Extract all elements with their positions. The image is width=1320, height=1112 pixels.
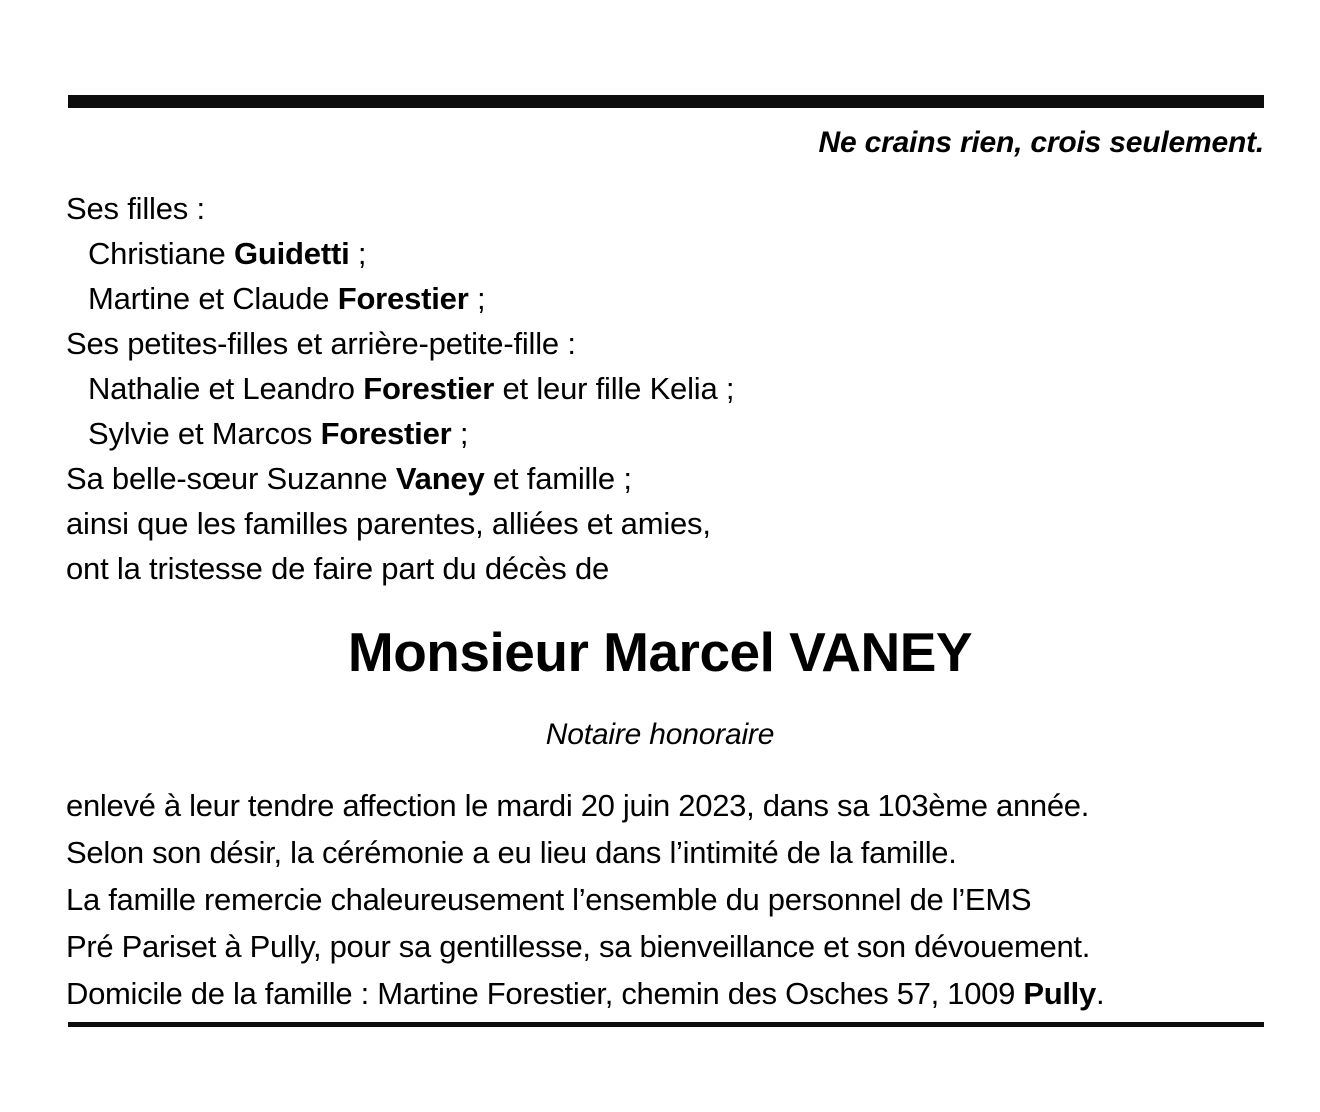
body-line-2: Selon son désir, la cérémonie a eu lieu dans l’intimité de la famille. (66, 835, 957, 870)
deceased-role: Notaire honoraire (545, 718, 775, 751)
daughter-1-suffix: ; (349, 236, 367, 271)
grandchild-2-surname: Forestier (320, 416, 452, 451)
daughter-2-suffix: ; (468, 281, 486, 316)
sister-in-law-prefix: Sa belle-sœur Suzanne (66, 461, 396, 496)
grandchildren-label: Ses petites-filles et arrière-petite-fille : (66, 326, 576, 361)
address-suffix: . (1095, 976, 1105, 1011)
grandchild-2 (66, 411, 1276, 456)
daughter-1-prefix: Christiane (88, 236, 234, 271)
deceased-name: Monsieur Marcel VANEY (347, 621, 973, 683)
bottom-divider (68, 1022, 1264, 1027)
daughter-1 (66, 231, 1276, 276)
address-place: Pully (1023, 976, 1096, 1011)
address-prefix: Domicile de la famille : Martine Forestier, chemin des Osches 57, 1009 (66, 976, 1024, 1011)
daughter-1-surname: Guidetti (233, 236, 350, 271)
daughters-label: Ses filles : (66, 191, 205, 226)
daughter-2 (66, 276, 1276, 321)
grandchild-1-prefix: Nathalie et Leandro (88, 371, 364, 406)
announcement-line: ont la tristesse de faire part du décès de (66, 551, 610, 586)
grandchild-1-suffix: et leur fille Kelia ; (494, 371, 735, 406)
sister-in-law (66, 456, 1276, 501)
epigraph-text: Ne crains rien, crois seulement. (818, 126, 1264, 159)
notice-body (66, 782, 1281, 1017)
grandchild-2-suffix: ; (451, 416, 469, 451)
body-line-4: Pré Pariset à Pully, pour sa gentillesse, sa bienveillance et son dévouement. (66, 929, 1091, 964)
body-line-3: La famille remercie chaleureusement l’ensemble du personnel de l’EMS (66, 882, 1032, 917)
family-list (66, 186, 1276, 591)
sister-in-law-surname: Vaney (395, 461, 485, 496)
grandchild-1 (66, 366, 1276, 411)
grandchild-2-prefix: Sylvie et Marcos (88, 416, 321, 451)
top-divider (68, 95, 1264, 108)
body-line-1: enlevé à leur tendre affection le mardi 20 juin 2023, dans sa 103ème année. (66, 788, 1090, 823)
body-line-5 (66, 970, 1281, 1017)
relatives-line: ainsi que les familles parentes, alliées et amies, (66, 506, 711, 541)
daughter-2-surname: Forestier (337, 281, 469, 316)
grandchild-1-surname: Forestier (363, 371, 495, 406)
sister-in-law-suffix: et famille ; (484, 461, 632, 496)
daughter-2-prefix: Martine et Claude (88, 281, 338, 316)
